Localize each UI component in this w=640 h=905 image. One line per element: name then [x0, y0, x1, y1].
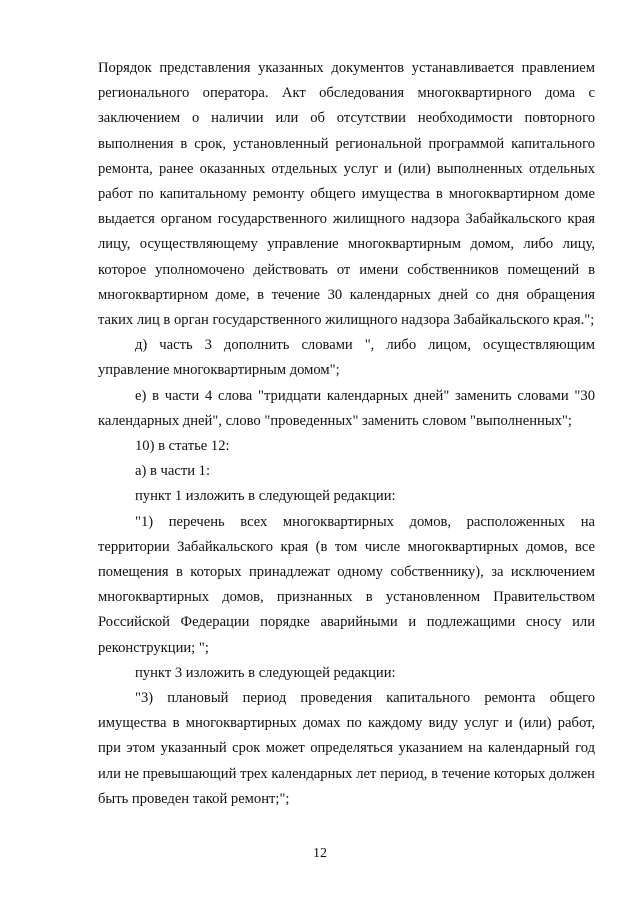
paragraph-point-1-text: "1) перечень всех многоквартирных домов, расположенных на территории Забайкальского края (в том числе многоквартирных домов, все помещения в которых принадлежат одному собственнику), за исключением многоквартирных домов, признанных в установленном Правительством Российской Федерации порядке аварийными и подлежащими сносу или реконструкции; "; — [98, 513, 595, 656]
paragraph-point-1-intro: пункт 1 изложить в следующей редакции: — [135, 488, 396, 505]
document-body — [98, 56, 595, 812]
paragraph-part-1: а) в части 1: — [135, 463, 211, 480]
paragraph-item-e: е) в части 4 слова "тридцати календарных дней" заменить словами "30 календарных дней", слово "проведенных" заменить словом "выполненных"; — [98, 387, 595, 429]
paragraph-procedure-act: Порядок представления указанных документов устанавливается правлением регионального оператора. Акт обследования многоквартирного дома с заключением о наличии или об отсутствии необходимости повторного выполнения в срок, установленный региональной программой капитального ремонта, ранее оказанных отдельных услуг и (или) выполненных отдельных работ по капитальному ремонту общего имущества в многоквартирном доме выдается органом государственного жилищного надзора Забайкальского края лицу, осуществляющему управление многоквартирным домом, либо лицу, которое уполномочено действовать от имени собственников помещений в многоквартирном доме, в течение 30 календарных дней со дня обращения таких лиц в орган государственного жилищного надзора Забайкальского края."; — [98, 60, 595, 329]
paragraph-point-3-text: "3) плановый период проведения капитального ремонта общего имущества в многоквартирных домах по каждому виду услуг и (или) работ, при этом указанный срок может определяться указанием на календарный год или не превышающий трех календарных лет период, в течение которых должен быть проведен такой ремонт;"; — [98, 690, 595, 807]
page-number: 12 — [313, 846, 327, 861]
paragraph-article-12: 10) в статье 12: — [135, 438, 230, 455]
paragraph-point-3-intro: пункт 3 изложить в следующей редакции: — [135, 664, 396, 681]
paragraph-item-d: д) часть 3 дополнить словами ", либо лицом, осуществляющим управление многоквартирным домом"; — [98, 337, 595, 379]
